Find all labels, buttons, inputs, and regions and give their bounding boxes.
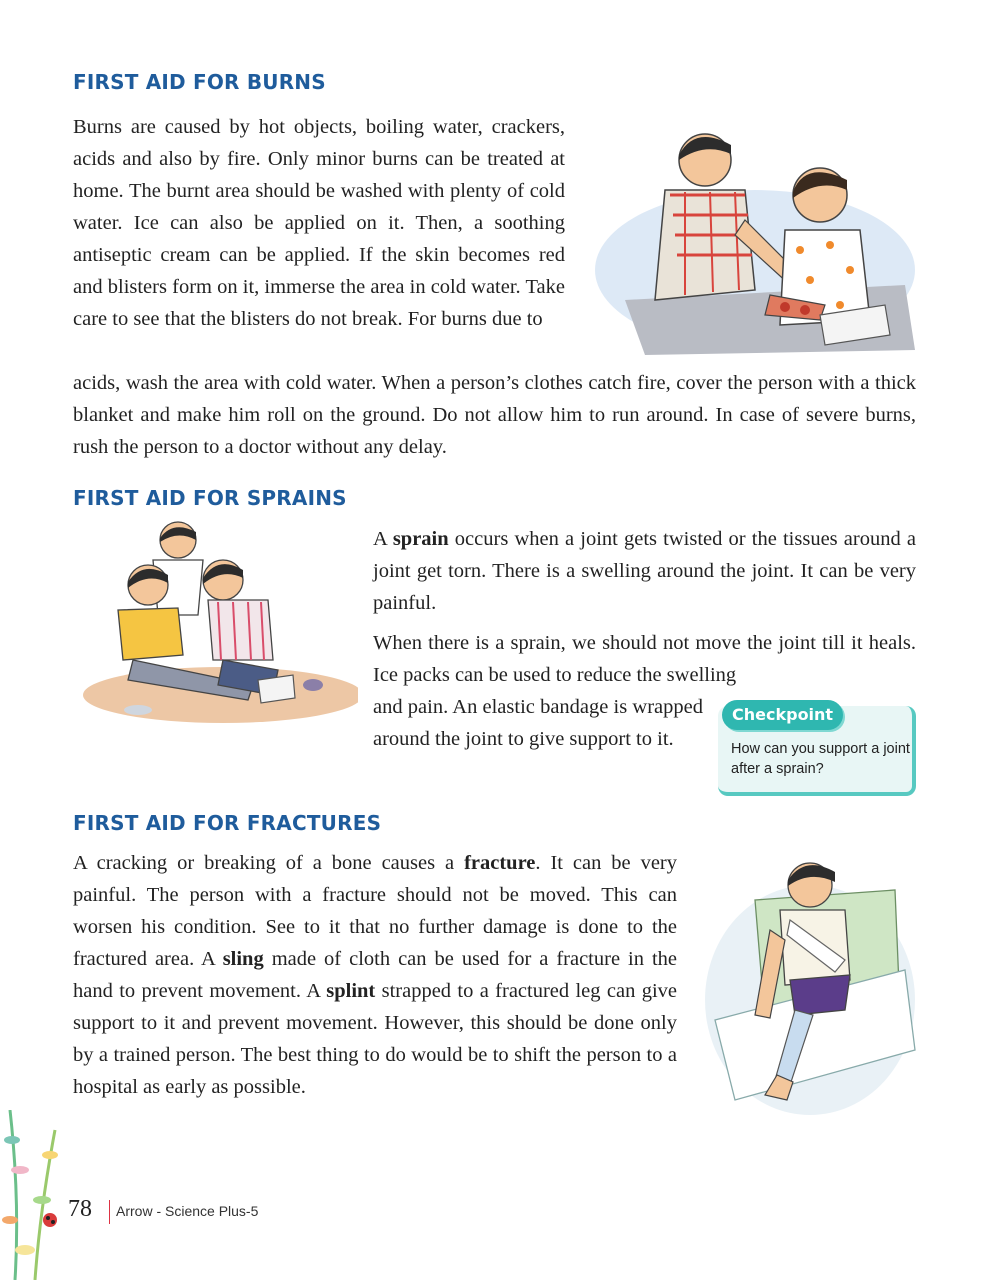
burns-heading: FIRST AID FOR BURNS (73, 70, 326, 94)
page-number: 78 (68, 1196, 92, 1222)
fracture-text-4: strapped to a fractured leg can give support to it and prevent movement. However, this should be done only by a trained person. The best thing to do would be to shift the person to a hospital as early as possible. (73, 980, 677, 1098)
fractures-paragraph (73, 847, 677, 1103)
sprain-term: sprain (392, 528, 449, 550)
sprain-paragraph-1 (373, 523, 916, 619)
fractures-heading: FIRST AID FOR FRACTURES (73, 811, 382, 835)
sprain-paragraph-3: and pain. An elastic bandage is wrapped around the joint to give support to it. (373, 696, 703, 750)
burns-illustration (585, 120, 915, 355)
fracture-text-2: . It can be very painful. The person with a fracture should not be moved. This can worsen his condition. See to it that no further damage is done to the fractured area. A (73, 852, 678, 970)
sprain-p1-lead: A (373, 528, 393, 550)
burns-paragraph-top: Burns are caused by hot objects, boiling water, crackers, acids and also by fire. Only minor burns can be treated at home. The burnt area should be washed with plenty of cold water. Ice can also be applied on it. Then, a soothing antiseptic cream can be applied. If the skin becomes red and blisters form on it, immerse the area in cold water. Take care to see that the blisters do not break. For burns due to (73, 116, 565, 330)
fractures-illustration (695, 850, 920, 1120)
sprain-p1-rest: occurs when a joint gets twisted or the tissues around a joint get torn. There is a swelling around the joint. It can be very painful. (373, 528, 916, 614)
decorative-plant (0, 1110, 70, 1280)
splint-term: splint (326, 980, 376, 1002)
sling-term: sling (222, 948, 264, 970)
fracture-text-3: made of cloth can be used for a fracture in the hand to prevent movement. A (73, 948, 677, 1002)
footer-separator (109, 1200, 110, 1224)
book-title: Arrow - Science Plus-5 (116, 1203, 259, 1219)
burns-paragraph-bottom: acids, wash the area with cold water. When a person’s clothes catch fire, cover the person with a thick blanket and make him roll on the ground. Do not allow him to run around. In case of severe burns, rush the person to a doctor without any delay. (73, 372, 916, 458)
checkpoint-box (718, 700, 916, 794)
checkpoint-question: How can you support a joint after a sprain? (731, 741, 910, 777)
sprains-illustration (73, 520, 358, 725)
sprains-heading: FIRST AID FOR SPRAINS (73, 486, 347, 510)
checkpoint-label: Checkpoint (722, 700, 843, 730)
fracture-term: fracture (464, 852, 536, 874)
fracture-text-1: A cracking or breaking of a bone causes a (73, 852, 465, 874)
sprain-paragraph-2: When there is a sprain, we should not move the joint till it heals. Ice packs can be used to reduce the swelling (373, 632, 916, 686)
